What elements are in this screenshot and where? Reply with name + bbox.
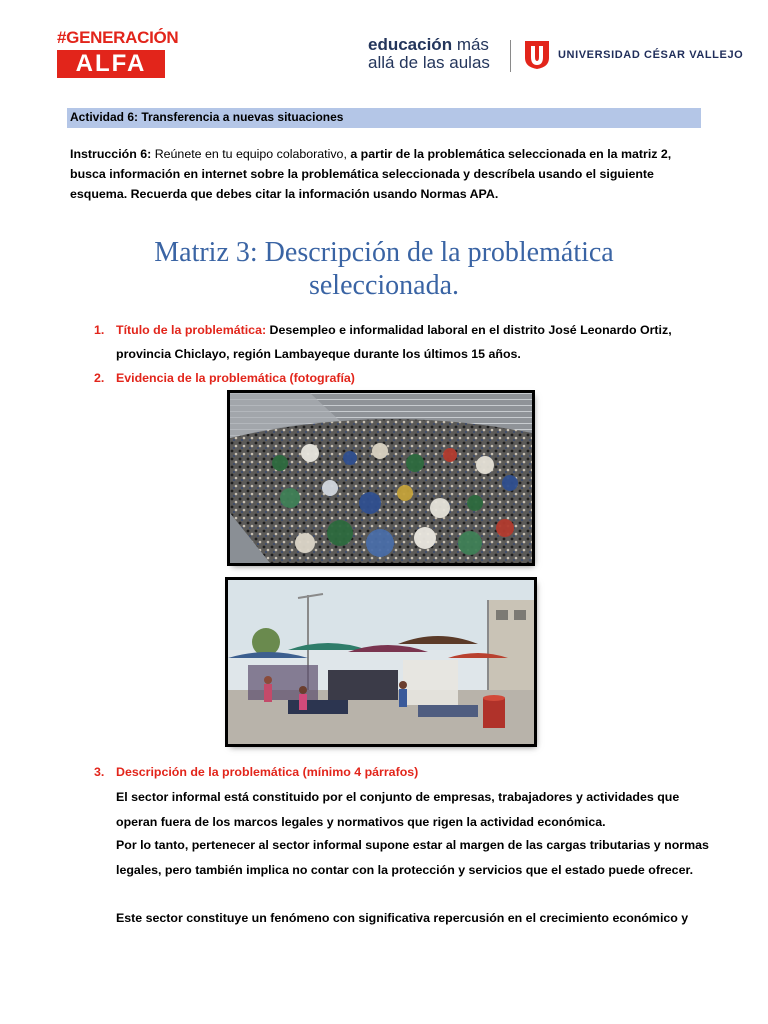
paragraph-1: El sector informal está constituido por el conjunto de empresas, trabajadores y actividades que operan fuera de los marcos legales y normativos que rigen la actividad económica. <box>116 790 680 829</box>
item-1-label: Título de la problemática: <box>116 323 267 337</box>
crowded-market-aerial-image <box>230 393 532 563</box>
item-1-content <box>116 318 716 366</box>
paragraph-2: Por lo tanto, pertenecer al sector informal supone estar al margen de las cargas tributarias y normas legales, pero también implica no contar con la protección y servicios que el estado puede ofrecer. <box>116 838 709 877</box>
slogan-rest: más <box>452 35 489 54</box>
ucv-shield-icon <box>524 40 550 70</box>
instruction-text-normal: Reúnete en tu equipo colaborativo, <box>151 147 347 161</box>
item-3-label: Descripción de la problemática (mínimo 4 párrafos) <box>116 765 419 779</box>
item-2-label: Evidencia de la problemática (fotografía) <box>116 371 355 385</box>
education-slogan <box>368 36 490 72</box>
item-number: 2. <box>94 371 105 385</box>
paragraph-3: Este sector constituye un fenómeno con significativa repercusión en el crecimiento económico y <box>116 911 689 925</box>
activity-bar <box>67 108 701 128</box>
instruction-label: Instrucción 6: <box>70 147 152 161</box>
university-name: UNIVERSIDAD CÉSAR VALLEJO <box>558 49 744 61</box>
instruction-text-bold: a partir de la problemática seleccionada en la matriz 2, busca información en internet sobre la problemática seleccionada y descríbela usando el siguiente esquema. Recuerda que debes citar la información usando Normas APA. <box>70 147 672 201</box>
activity-label: Actividad 6: Transferencia a nuevas situaciones <box>70 110 344 124</box>
item-1-text: Desempleo e informalidad laboral en el distrito José Leonardo Ortiz, provincia Chiclayo, región Lambayeque durante los últimos 15 años. <box>116 323 672 361</box>
matrix-title: Matriz 3: Descripción de la problemática seleccionada. <box>154 237 614 301</box>
logo-top-text: #GENERACIÓN <box>57 28 179 47</box>
slogan-bold: educación <box>368 35 453 54</box>
item-number: 3. <box>94 765 105 779</box>
street-vendors-image <box>228 580 534 744</box>
slogan-line2: allá de las aulas <box>368 53 490 72</box>
generacion-alfa-logo <box>57 28 179 78</box>
item-number: 1. <box>94 323 105 337</box>
aerial-market-photo <box>230 393 532 563</box>
header-divider <box>510 40 511 72</box>
instruction-paragraph <box>70 144 710 204</box>
street-vendors-photo <box>228 580 534 744</box>
logo-main-text: ALFA <box>57 50 165 78</box>
